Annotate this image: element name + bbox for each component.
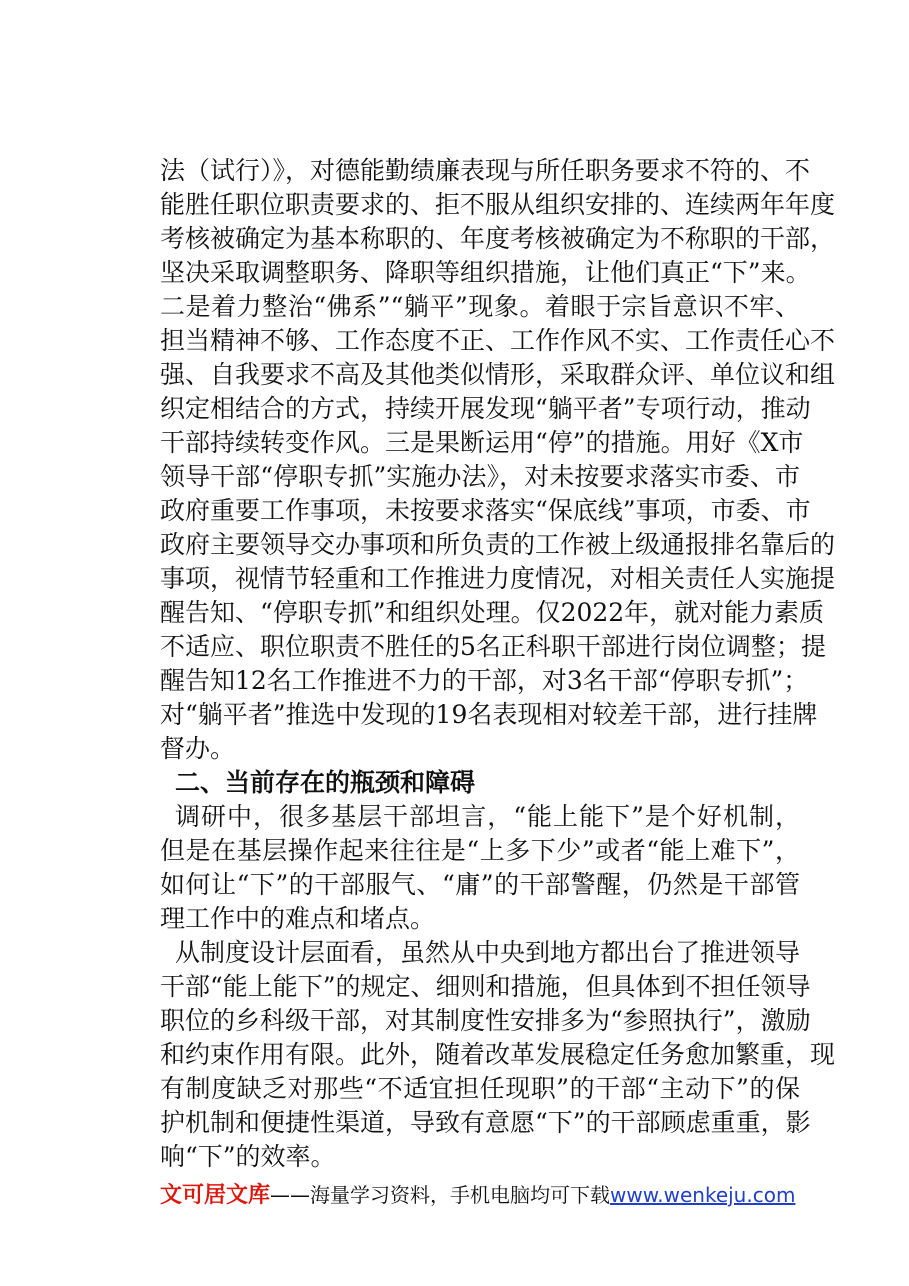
paragraph-line: 考核被确定为基本称职的、年度考核被确定为不称职的干部， [160,224,836,253]
paragraph-line: 如何让“下”的干部服气、“庸”的干部警醒，仍然是干部管 [160,870,800,899]
paragraph-line: 醒告知12名工作推进不力的干部，对3名干部“停职专抓”； [160,666,809,695]
footer-banner [160,1180,795,1210]
paragraph-line: 调研中，很多基层干部坦言，“能上能下”是个好机制， [175,802,800,831]
paragraph-line: 对“躺平者”推选中发现的19名表现相对较差干部，进行挂牌 [160,700,818,729]
paragraph-line: 法（试行）》，对德能勤绩廉表现与所任职务要求不符的、不 [160,156,811,185]
paragraph-line: 和约束作用有限。此外，随着改革发展稳定任务愈加繁重，现 [160,1040,836,1069]
paragraph-line: 理工作中的难点和堵点。 [160,904,436,933]
paragraph-line: 担当精神不够、工作态度不正、工作作风不实、工作责任心不 [160,326,836,355]
paragraph-line: 响“下”的效率。 [160,1142,336,1171]
footer-slogan: ——海量学习资料，手机电脑均可下载 [270,1183,611,1207]
paragraph-line: 但是在基层操作起来往往是“上多下少”或者“能上难下”， [160,836,800,865]
paragraph-line: 政府重要工作事项，未按要求落实“保底线”事项，市委、市 [160,496,811,525]
paragraph-line: 能胜任职位职责要求的、拒不服从组织安排的、连续两年年度 [160,190,836,219]
paragraph-line: 职位的乡科级干部，对其制度性安排多为“参照执行”，激励 [160,1006,811,1035]
paragraph-line: 有制度缺乏对那些“不适宜担任现职”的干部“主动下”的保 [160,1074,800,1103]
paragraph-line: 政府主要领导交办事项和所负责的工作被上级通报排名靠后的 [160,530,836,559]
paragraph-line: 织定相结合的方式，持续开展发现“躺平者”专项行动，推动 [160,394,811,423]
paragraph-line: 强、自我要求不高及其他类似情形，采取群众评、单位议和组 [160,360,836,389]
paragraph-line: 二是着力整治“佛系”“躺平”现象。着眼于宗旨意识不牢、 [160,292,800,321]
paragraph-line: 不适应、职位职责不胜任的5名正科职干部进行岗位调整；提 [160,632,826,661]
paragraph-line: 干部持续转变作风。三是果断运用“停”的措施。用好《X市 [160,428,804,457]
paragraph-line: 领导干部“停职专抓”实施办法》，对未按要求落实市委、市 [160,462,800,491]
footer-url-link[interactable]: www.wenkeju.com [610,1183,796,1207]
paragraph-line: 干部“能上能下”的规定、细则和措施，但具体到不担任领导 [160,972,811,1001]
paragraph-line: 醒告知、“停职专抓”和组织处理。仅2022年，就对能力素质 [160,598,825,627]
paragraph-line: 护机制和便捷性渠道，导致有意愿“下”的干部顾虑重重，影 [160,1108,811,1137]
footer-brand: 文可居文库 [160,1183,271,1208]
paragraph-line: 从制度设计层面看，虽然从中央到地方都出台了推进领导 [175,938,801,967]
paragraph-line: 坚决采取调整职务、降职等组织措施，让他们真正“下”来。 [160,258,811,287]
paragraph-line: 督办。 [160,734,236,763]
paragraph-line: 事项，视情节轻重和工作推进力度情况，对相关责任人实施提 [160,564,836,593]
section-heading: 二、当前存在的瓶颈和障碍 [175,768,476,797]
